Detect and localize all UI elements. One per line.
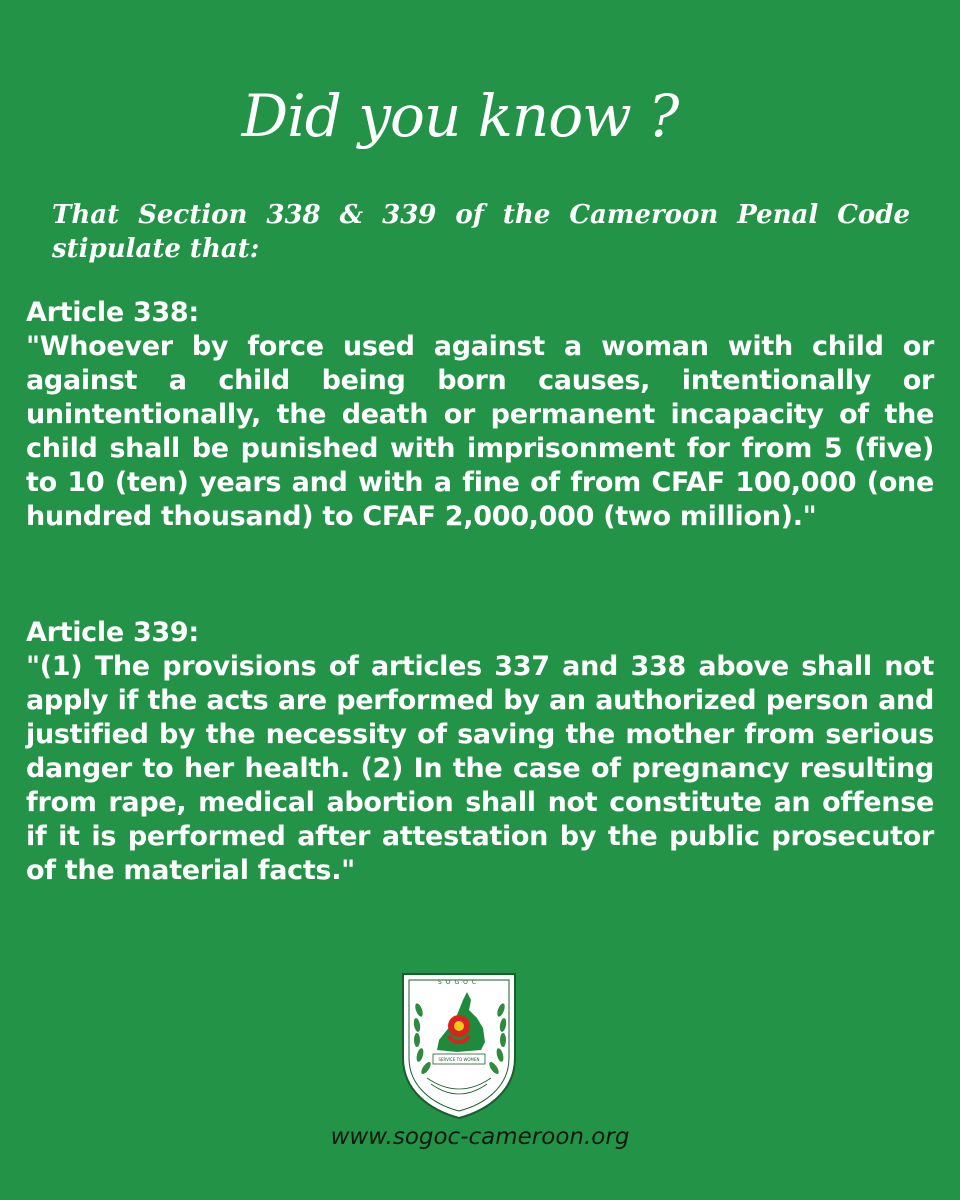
page-title: Did you know ? xyxy=(241,82,679,150)
article-text: "Whoever by force used against a woman with child or against a child being born causes, intentionally or unintentionally, the death or permanent incapacity of the child shall be punished with imprisonment for from 5 (five) to 10 (ten) years and with a fine of from CFAF 100,000 (one hundred thousand) to CFAF 2,000,000 (two million)." xyxy=(26,331,934,532)
sogoc-shield-icon xyxy=(397,970,521,1120)
article-heading: Article 339: xyxy=(26,617,199,648)
svg-text:SOGOC: SOGOC xyxy=(437,979,481,986)
intro-text: That Section 338 & 339 of the Cameroon Penal Code stipulate that: xyxy=(52,200,910,264)
article-338 xyxy=(26,296,934,534)
article-339 xyxy=(26,616,934,888)
svg-text:SERVICE TO WOMEN: SERVICE TO WOMEN xyxy=(438,1057,480,1062)
article-text: "(1) The provisions of articles 337 and 338 above shall not apply if the acts are performed by an authorized person and justified by the necessity of saving the mother from serious danger to her health. (2) In the case of pregnancy resulting from rape, medical abortion shall not constitute an offense if it is performed after attestation by the public prosecutor of the material facts." xyxy=(26,651,934,886)
article-heading: Article 338: xyxy=(26,297,199,328)
sogoc-logo xyxy=(397,970,521,1120)
website-url[interactable]: www.sogoc-cameroon.org xyxy=(330,1124,630,1150)
